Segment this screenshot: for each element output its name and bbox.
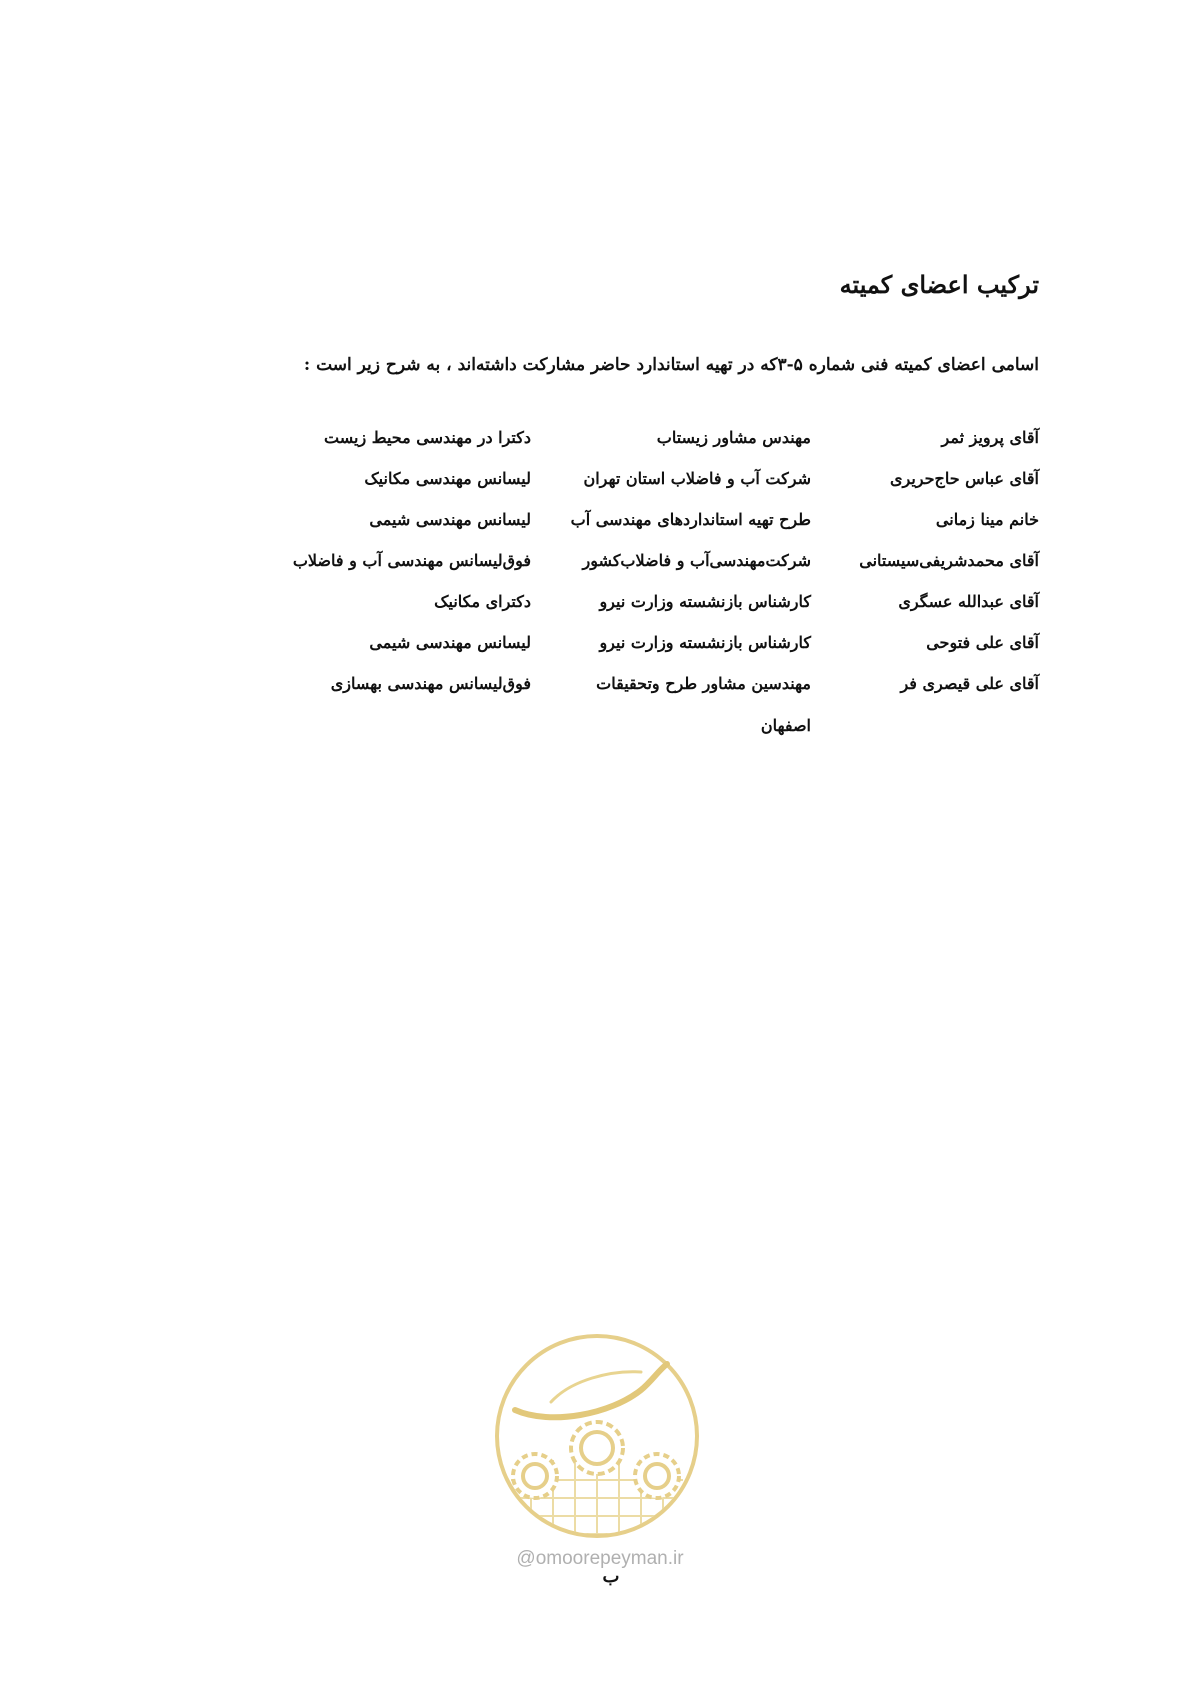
member-degree: دکترای مکانیک: [434, 592, 531, 611]
member-row: [0, 428, 1191, 469]
member-degree: لیسانس مهندسی شیمی: [369, 510, 531, 529]
member-degree: فوق‌لیسانس مهندسی بهسازی: [330, 674, 531, 693]
watermark-url: @omoorepeyman.ir: [516, 1548, 684, 1569]
member-organization: شرکت‌مهندسی‌آب و فاضلاب‌کشور: [582, 551, 811, 570]
member-name: خانم مینا زمانی: [935, 510, 1039, 529]
member-name: آقای محمدشریفی‌سیستانی: [859, 551, 1039, 570]
member-name: آقای پرویز ثمر: [941, 428, 1039, 447]
member-degree: لیسانس مهندسی مکانیک: [364, 469, 531, 488]
member-organization: کارشناس بازنشسته وزارت نیرو: [599, 633, 811, 652]
page-number: ب: [602, 1566, 620, 1587]
member-organization: مهندس مشاور زیستاب: [656, 428, 811, 447]
member-name: آقای علی قیصری فر: [900, 674, 1039, 693]
member-organization: کارشناس بازنشسته وزارت نیرو: [599, 592, 811, 611]
member-name: آقای عبدالله عسگری: [898, 592, 1039, 611]
members-list: [0, 428, 1191, 715]
member-organization-continuation: اصفهان: [760, 716, 811, 735]
member-organization: شرکت آب و فاضلاب استان تهران: [583, 469, 811, 488]
gear-emblem-icon: [491, 1330, 703, 1542]
intro-paragraph: اسامی اعضای کمیته فنی شماره ۵-۳که در تهیه استاندارد حاضر مشارکت داشته‌اند ، به شرح زیر است :: [303, 355, 1039, 375]
member-row: [0, 592, 1191, 633]
member-degree: دکترا در مهندسی محیط زیست: [324, 428, 531, 447]
member-row: [0, 510, 1191, 551]
watermark-logo: [491, 1330, 703, 1542]
member-name: آقای عباس حاج‌حریری: [889, 469, 1039, 488]
member-degree: فوق‌لیسانس مهندسی آب و فاضلاب: [292, 551, 531, 570]
member-row: [0, 674, 1191, 715]
page-title: ترکیب اعضای کمیته: [839, 270, 1039, 299]
member-row: [0, 551, 1191, 592]
member-organization: طرح تهیه استانداردهای مهندسی آب: [570, 510, 811, 529]
member-organization: مهندسین مشاور طرح وتحقیقات: [596, 674, 811, 693]
member-row: [0, 633, 1191, 674]
member-name: آقای علی فتوحی: [926, 633, 1039, 652]
member-row: [0, 469, 1191, 510]
member-degree: لیسانس مهندسی شیمی: [369, 633, 531, 652]
